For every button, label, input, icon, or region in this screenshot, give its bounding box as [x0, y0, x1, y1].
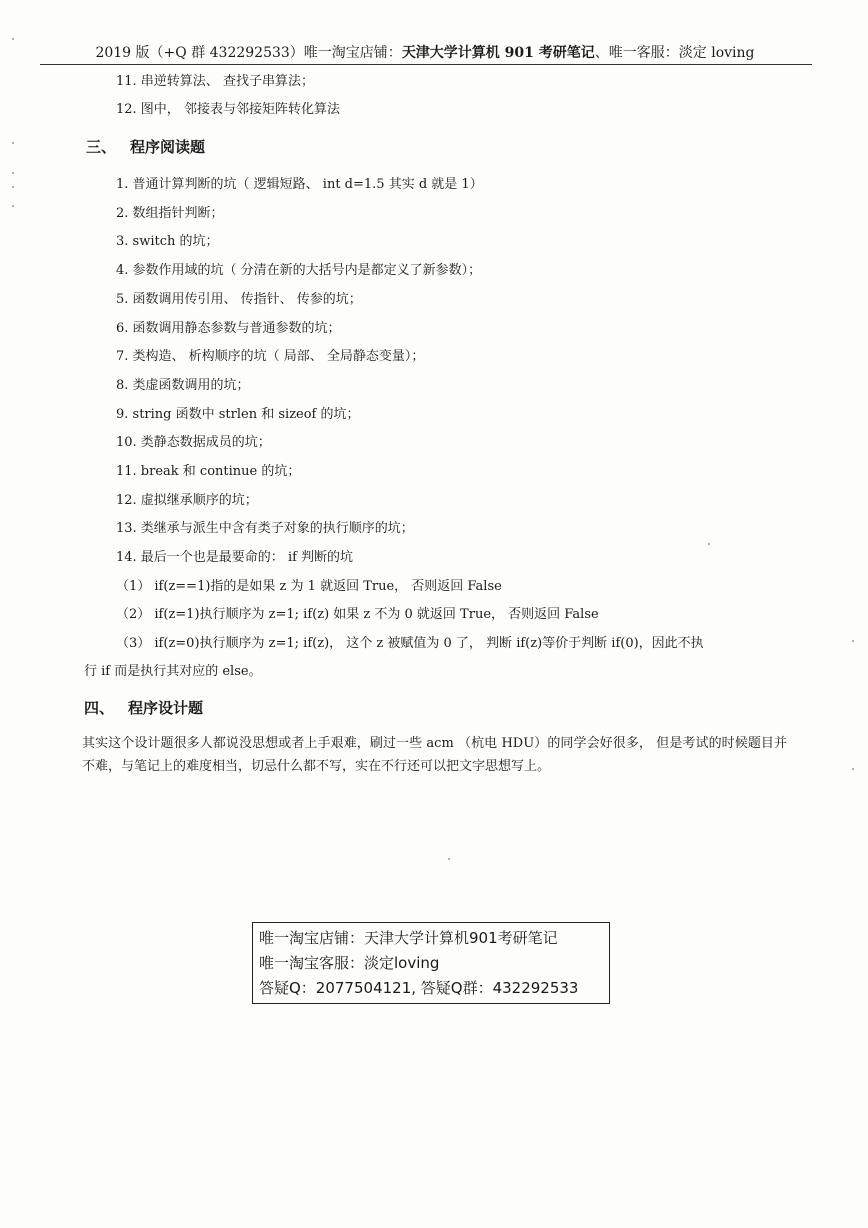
sub-list-item-continuation: 行 if 而是执行其对应的 else。: [84, 664, 262, 679]
list-item: 5. 函数调用传引用、 传指针、 传参的坑；: [116, 292, 362, 307]
list-item: 11. 串逆转算法、 查找子串算法；: [116, 74, 314, 89]
list-item: 9. string 函数中 strlen 和 sizeof 的坑；: [116, 407, 360, 422]
scan-speck: [852, 768, 854, 770]
section-heading-3: [86, 137, 205, 157]
list-item: 4. 参数作用域的坑（ 分清在新的大括号内是都定义了新参数）；: [116, 263, 482, 278]
scan-speck: [12, 142, 14, 144]
list-item: 14. 最后一个也是最要命的： if 判断的坑: [116, 550, 354, 565]
paragraph: 其实这个设计题很多人都说没思想或者上手艰难，刷过一些 acm （杭电 HDU）的同学会好很多， 但是考试的时候题目并不难，与笔记上的难度相当，切忌什么都不写，实在不行还可以把文字思想写上。: [82, 736, 787, 774]
header-prefix: 2019 版（+Q 群 432292533）唯一淘宝店铺：: [95, 45, 402, 61]
header-store-name: 天津大学计算机 901 考研笔记: [401, 45, 595, 61]
list-item: 7. 类构造、 析构顺序的坑（ 局部、 全局静态变量）；: [116, 349, 425, 364]
list-item: 10. 类静态数据成员的坑；: [116, 435, 271, 450]
scan-speck: [12, 186, 14, 188]
list-item: 6. 函数调用静态参数与普通参数的坑；: [116, 321, 341, 336]
list-item: 13. 类继承与派生中含有类子对象的执行顺序的坑；: [116, 521, 414, 536]
scan-speck: [852, 640, 854, 642]
section-number: 三、: [86, 138, 117, 156]
page-header: [40, 44, 810, 62]
list-item: 3. switch 的坑；: [116, 234, 219, 249]
list-item: 12. 虚拟继承顺序的坑；: [116, 493, 258, 508]
section-heading-4: [84, 698, 203, 718]
list-item: 1. 普通计算判断的坑（ 逻辑短路、 int d=1.5 其实 d 就是 1）: [116, 177, 483, 192]
stamp-line: 唯一淘宝客服：淡定loving: [259, 954, 440, 972]
list-item: 12. 图中， 邻接表与邻接矩阵转化算法: [116, 102, 340, 117]
section-title: 程序阅读题: [130, 138, 206, 156]
scan-speck: [708, 543, 710, 545]
header-rule: [40, 64, 812, 65]
sub-list-item: （3） if(z=0)执行顺序为 z=1; if(z)， 这个 z 被赋值为 0 了， 判断 if(z)等价于判断 if(0)，因此不执: [116, 636, 704, 651]
list-item: 8. 类虚函数调用的坑；: [116, 378, 250, 393]
scan-speck: [12, 38, 14, 40]
header-suffix: 、唯一客服：淡定 loving: [594, 45, 755, 61]
stamp-line: 唯一淘宝店铺：天津大学计算机901考研笔记: [259, 929, 558, 947]
store-stamp-box: [252, 922, 610, 1004]
list-item: 11. break 和 continue 的坑；: [116, 464, 301, 479]
sub-list-item: （1） if(z==1)指的是如果 z 为 1 就返回 True， 否则返回 False: [116, 579, 502, 594]
sub-list-item: （2） if(z=1)执行顺序为 z=1; if(z) 如果 z 不为 0 就返回 True， 否则返回 False: [116, 607, 599, 622]
list-item: 2. 数组指针判断；: [116, 206, 224, 221]
section-title: 程序设计题: [128, 699, 204, 717]
section-number: 四、: [84, 699, 115, 717]
scan-speck: [448, 858, 450, 860]
scan-speck: [12, 172, 14, 174]
scan-speck: [12, 205, 14, 207]
stamp-line: 答疑Q：2077504121, 答疑Q群：432292533: [259, 979, 579, 997]
